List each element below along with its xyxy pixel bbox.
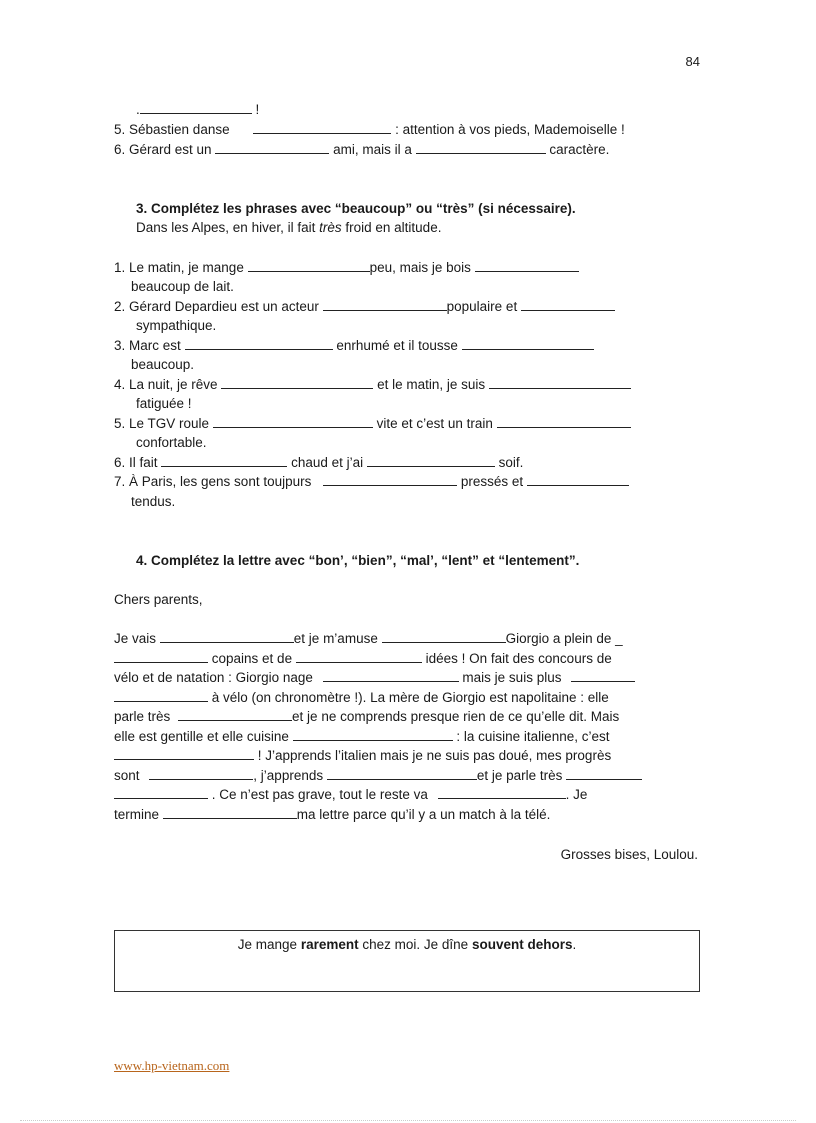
blank [253, 120, 391, 134]
example-line: Dans les Alpes, en hiver, il fait très froid en altitude. [136, 220, 442, 235]
blank [323, 668, 459, 682]
note-text: Je mange rarement chez moi. Je dîne souvent dehors. [237, 937, 577, 952]
exercise-line: 5. Sébastien danse : attention à vos pieds, Mademoiselle ! [114, 122, 625, 137]
exercise-line: 2. Gérard Depardieu est un acteur populaire et [114, 297, 615, 316]
letter-line: copains et de idées ! On fait des concours de [114, 649, 612, 668]
blank [215, 140, 329, 154]
section-4-heading: 4. Complétez la lettre avec “bon’, “bien”, “mal’, “lent” et “lentement”. [136, 553, 580, 568]
blank [497, 414, 631, 428]
exercise-line-cont: sympathique. [136, 318, 217, 333]
note-box [114, 930, 700, 992]
footer-link[interactable]: www.hp-vietnam.com [114, 1058, 230, 1073]
letter-line: Je vais et je m’amuse Giorgio a plein de _ [114, 631, 623, 646]
blank [571, 668, 635, 682]
blank [367, 453, 495, 467]
exercise-line-cont: fatiguée ! [136, 396, 192, 411]
blank [327, 766, 477, 780]
exercise-line: 1. Le matin, je mange peu, mais je bois [114, 258, 579, 277]
exercise-line: 6. Gérard est un ami, mais il a caractère. [114, 142, 610, 157]
exercise-line: . ! [136, 102, 260, 117]
blank [114, 785, 208, 799]
letter-line: à vélo (on chronomètre !). La mère de Giorgio est napolitaine : elle [114, 688, 609, 707]
blank [160, 629, 294, 643]
letter-signature: Grosses bises, Loulou. [560, 847, 698, 862]
blank [416, 140, 546, 154]
letter-line: parle très et je ne comprends presque rien de ce qu’elle dit. Mais [114, 709, 620, 724]
blank [114, 688, 208, 702]
blank [178, 707, 292, 721]
blank [163, 805, 297, 819]
exercise-line-cont: beaucoup de lait. [131, 279, 234, 294]
page-number: 84 [685, 54, 700, 69]
letter-line: vélo et de natation : Giorgio nage mais je suis plus [114, 668, 635, 687]
blank [185, 336, 333, 350]
blank [140, 100, 252, 114]
blank [521, 297, 615, 311]
blank [489, 375, 631, 389]
blank [323, 297, 447, 311]
letter-line: elle est gentille et elle cuisine : la cuisine italienne, c’est [114, 729, 610, 744]
exercise-line: 3. Marc est enrhumé et il tousse [114, 336, 594, 355]
blank [527, 472, 629, 486]
letter-line: ! J’apprends l’italien mais je ne suis pas doué, mes progrès [114, 746, 611, 765]
page-bottom-divider [20, 1120, 796, 1121]
blank [293, 727, 453, 741]
blank [149, 766, 253, 780]
blank [462, 336, 594, 350]
exercise-line: 5. Le TGV roule vite et c’est un train [114, 414, 631, 433]
exercise-line: 6. Il fait chaud et j’ai soif. [114, 455, 524, 470]
blank [296, 649, 422, 663]
exercise-line-cont: confortable. [136, 435, 207, 450]
blank [475, 258, 579, 272]
blank [566, 766, 642, 780]
exercise-line-cont: tendus. [131, 494, 176, 509]
blank [161, 453, 287, 467]
blank [323, 472, 457, 486]
letter-line: sont , j’apprends et je parle très [114, 766, 642, 785]
section-3-heading: 3. Complétez les phrases avec “beaucoup” ou “très” (si nécessaire). [136, 201, 576, 216]
exercise-line: 4. La nuit, je rêve et le matin, je suis [114, 375, 631, 394]
exercise-line: 7. À Paris, les gens sont toujpurs pressés et [114, 472, 629, 491]
blank [114, 746, 254, 760]
blank [221, 375, 373, 389]
blank [114, 649, 208, 663]
blank [213, 414, 373, 428]
blank [382, 629, 506, 643]
exercise-line-cont: beaucoup. [131, 357, 195, 372]
blank [248, 258, 370, 272]
letter-greeting: Chers parents, [114, 592, 203, 607]
letter-line: termine ma lettre parce qu’il y a un match à la télé. [114, 807, 551, 822]
letter-line: . Ce n’est pas grave, tout le reste va . Je [114, 785, 587, 804]
blank [438, 785, 566, 799]
